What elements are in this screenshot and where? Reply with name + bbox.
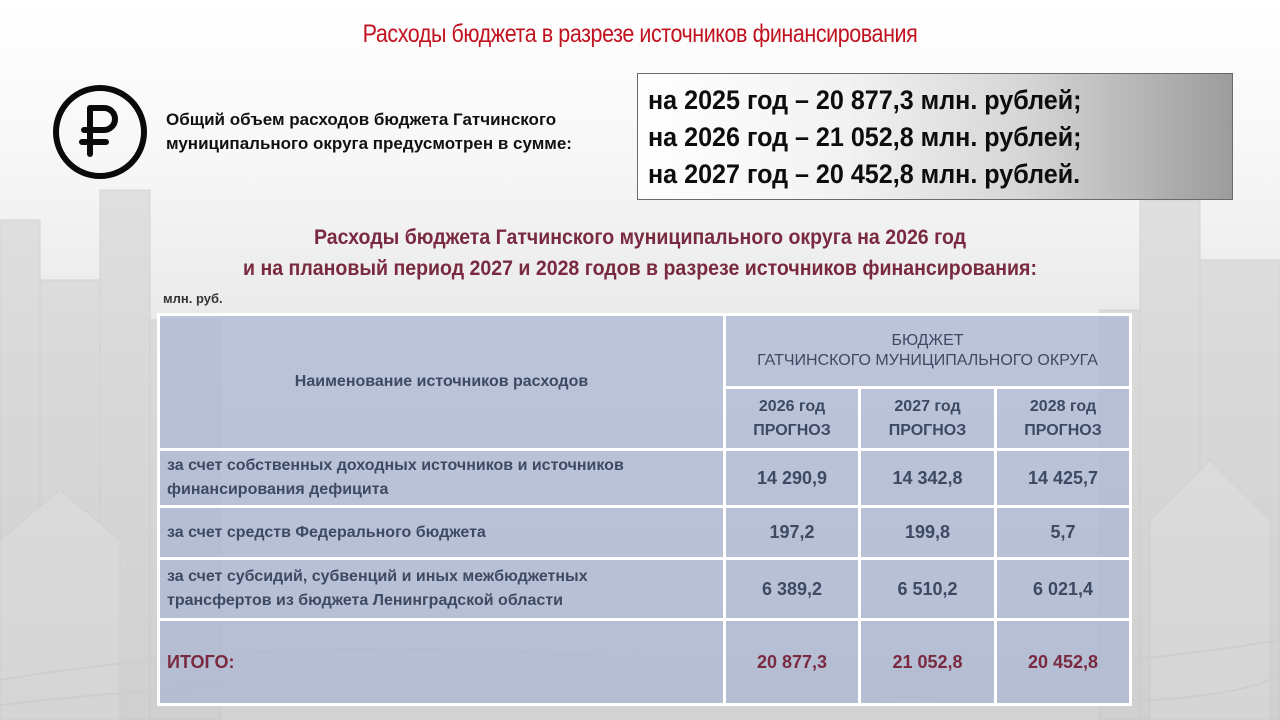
row-name-line-1: за счет субсидий, субвенций и иных межбюджетных [167,568,588,585]
header-year-kind: ПРОГНОЗ [753,421,831,439]
row-name-line-2: трансфертов из бюджета Ленинградской области [167,592,563,609]
total-value-cell: 21 052,8 [860,620,996,705]
row-name [159,450,725,507]
summary-line-2: муниципального округа предусмотрен в сумме: [166,134,572,153]
row-name-line-1: за счет собственных доходных источников и источников [167,457,624,474]
value-cell: 6 021,4 [996,559,1131,620]
row-name-line-2: финансирования дефицита [167,481,389,498]
total-value-cell: 20 452,8 [996,620,1131,705]
total-2026: на 2026 год – 21 052,8 млн. рублей; [648,122,1082,152]
value-cell: 14 342,8 [860,450,996,507]
value-cell: 199,8 [860,507,996,559]
value-cell: 6 389,2 [725,559,860,620]
header-year-2028 [996,388,1131,450]
ruble-icon [52,84,148,180]
summary-text [166,108,636,156]
header-year-2027 [860,388,996,450]
total-2025: на 2025 год – 20 877,3 млн. рублей; [648,85,1082,115]
header-year-label: 2027 год [894,397,961,415]
value-cell: 14 425,7 [996,450,1131,507]
header-budget-line-1: БЮДЖЕТ [891,332,964,349]
subtitle-line-2: и на плановый период 2027 и 2028 годов в разрезе источников финансирования: [243,257,1037,280]
value-cell: 5,7 [996,507,1131,559]
total-2027: на 2027 год – 20 452,8 млн. рублей. [648,159,1081,189]
units-label: млн. руб. [163,291,223,306]
page-title: Расходы бюджета в разрезе источников финансирования [362,20,918,48]
row-name [159,559,725,620]
header-year-2026 [725,388,860,450]
table-row [159,559,1131,620]
total-value-cell: 20 877,3 [725,620,860,705]
table-total-row [159,620,1131,705]
value-cell: 14 290,9 [725,450,860,507]
value-cell: 197,2 [725,507,860,559]
header-budget-line-2: ГАТЧИНСКОГО МУНИЦИПАЛЬНОГО ОКРУГА [757,352,1098,369]
table-row [159,450,1131,507]
summary-line-1: Общий объем расходов бюджета Гатчинского [166,110,557,129]
totals-box [637,73,1233,200]
subtitle-line-1: Расходы бюджета Гатчинского муниципального округа на 2026 год [313,226,967,249]
budget-table [157,313,1132,706]
row-name-line-1: за счет средств Федерального бюджета [167,523,486,541]
header-year-kind: ПРОГНОЗ [888,421,967,439]
header-budget-group [725,315,1131,388]
header-year-label: 2026 год [758,397,826,415]
value-cell: 6 510,2 [860,559,996,620]
total-label: ИТОГО: [159,620,725,705]
table-row [159,507,1131,559]
row-name [159,507,725,559]
header-source-name: Наименование источников расходов [159,315,725,450]
header-year-label: 2028 год [1029,397,1097,415]
header-year-kind: ПРОГНОЗ [1024,421,1102,439]
